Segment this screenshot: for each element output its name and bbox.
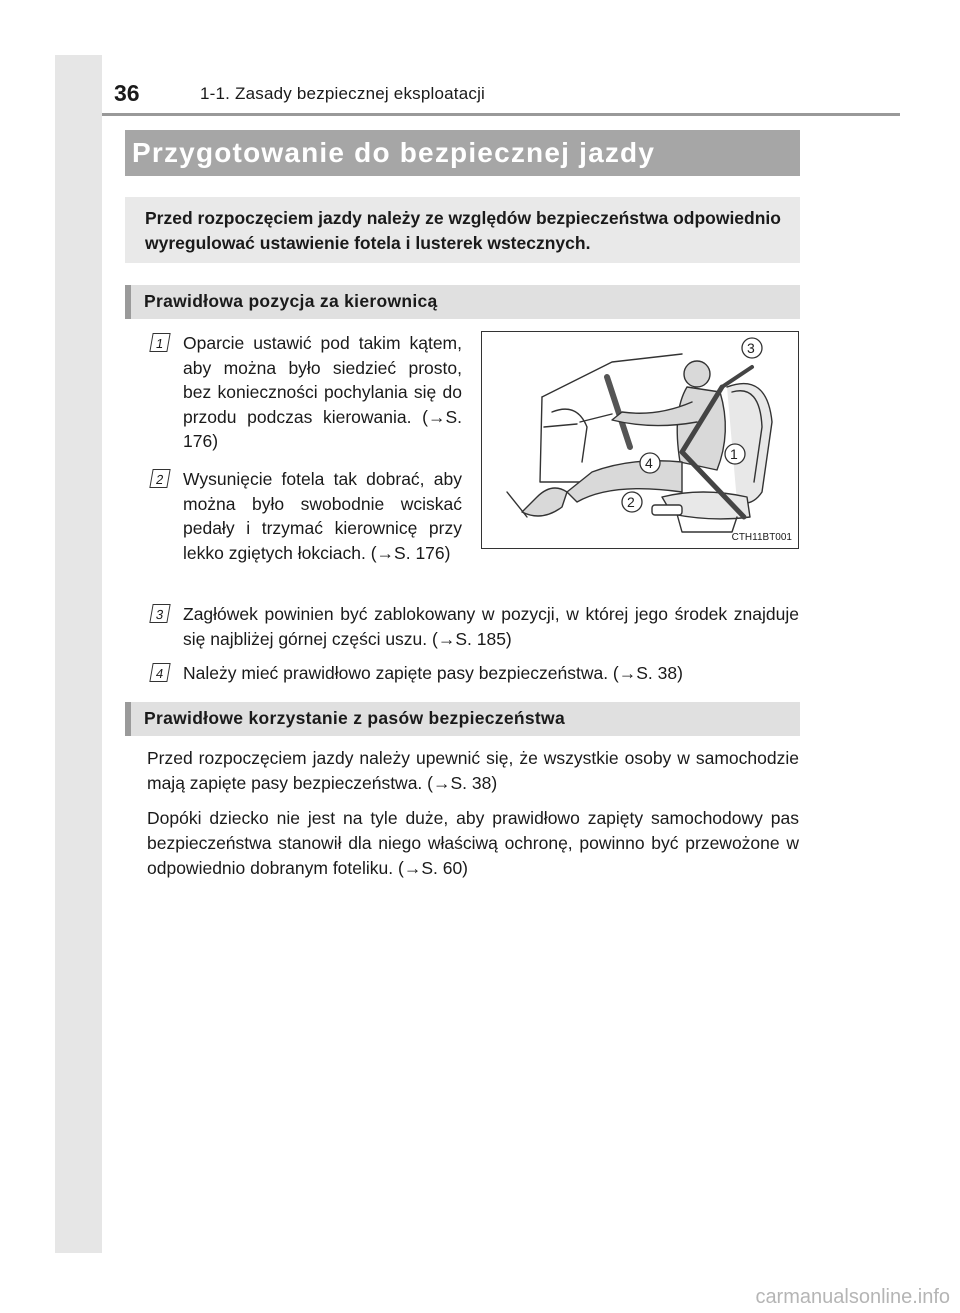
item-number: 2 [149,469,170,488]
section-heading-seatbelts [125,702,800,736]
item-number: 1 [149,333,170,352]
side-strip [55,55,102,1253]
section-heading-label: Prawidłowe korzystanie z pasów bezpieczeństwa [144,708,565,728]
page-number: 36 [114,80,140,106]
item-text: Należy mieć prawidłowo zapięte pasy bezpieczeństwa. (→S. 38) [183,663,683,683]
figure-code: CTH11BT001 [731,532,792,543]
item-text: Wysunięcie fotela tak dobrać, aby można było swobodnie wciskać pedały i trzymać kierownicę przy lekko zgiętych łokciach. (→S. 176) [183,469,462,563]
list-item [154,661,799,686]
section-heading-driving-position [125,285,800,319]
chapter-title: 1-1. Zasady bezpiecznej eksploatacji [200,84,486,103]
watermark: carmanualsonline.info [755,1286,950,1308]
item-number: 3 [149,604,170,623]
paragraph: Dopóki dziecko nie jest na tyle duże, aby prawidłowo zapięty samochodowy pas bezpieczeństwa stanowił dla niego właściwą ochronę, powinno być przewożone w odpowiednio dobranym foteliku. (→S. 60) [147,808,799,878]
callout-3: 3 [747,340,755,356]
paragraph: Przed rozpoczęciem jazdy należy upewnić się, że wszystkie osoby w samochodzie mają zapięte pasy bezpieczeństwa. (→S. 38) [147,748,799,793]
intro-text: Przed rozpoczęciem jazdy należy ze względów bezpieczeństwa odpowiednio wyregulować ustawienie fotela i lusterek wstecznych. [145,208,781,253]
item-text: Zagłówek powinien być zablokowany w pozycji, w której jego środek znajduje się najbliżej górnej części uszu. (→S. 185) [183,604,799,649]
item-text: Oparcie ustawić pod takim kątem, aby można było siedzieć prosto, bez konieczności pochylania się do przodu podczas kierowania. (→S. 176) [183,333,462,451]
callout-2: 2 [627,494,635,510]
list-item [154,602,799,651]
page-title: Przygotowanie do bezpiecznej jazdy [132,137,656,168]
callout-4: 4 [645,455,653,471]
driver-illustration [482,332,798,548]
header-rule [102,113,900,116]
seating-position-figure [481,331,799,549]
list-item [154,467,462,565]
item-number: 4 [149,663,170,682]
callout-1: 1 [730,446,738,462]
section-heading-label: Prawidłowa pozycja za kierownicą [144,291,438,311]
list-item [154,331,462,454]
